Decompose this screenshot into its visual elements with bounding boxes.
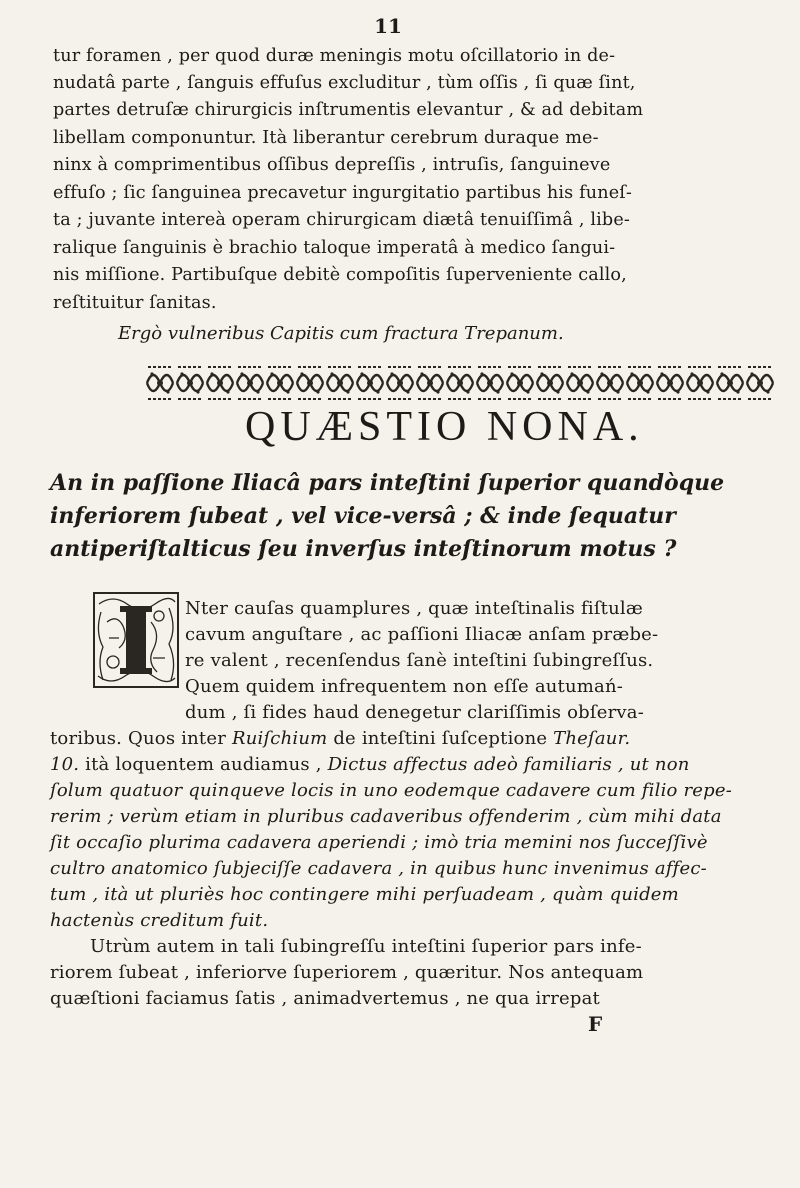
quotation-line: ſit occaſio plurima cadavera aperiendi ; imò tria memini nos ſucceſſivè (50, 832, 708, 853)
text-line: Nter cauſas quamplures , quæ inteſtinalis fiſtulæ (185, 598, 643, 619)
text-line: libellam componuntur. Ità liberantur cerebrum duraque me- (53, 128, 599, 148)
text-line: ninx à comprimentibus oſſibus depreſſis , intruſis, ſanguineve (53, 155, 611, 175)
text-run: ità loquentem audiamus , (79, 754, 328, 775)
text-run: toribus. Quos inter (50, 728, 232, 749)
ornament-band (145, 363, 775, 403)
conclusion-line: Ergò vulneribus Capitis cum fractura Trepanum. (118, 323, 564, 344)
text-line: partes detruſæ chirurgicis inſtrumentis elevantur , & ad debitam (53, 100, 644, 120)
question-text-line: An in paſſione Iliacâ pars inteſtini ſuperior quandòque (50, 470, 725, 496)
text-line: nis miſſione. Partibuſque debitè compoſitis ſuperveniente callo, (53, 265, 627, 285)
quotation-line: ſolum quatuor quinqueve locis in uno eodemque cadavere cum filio repe- (50, 780, 733, 801)
source-reference: Theſaur. (553, 728, 631, 749)
quotation-line: rerim ; verùm etiam in pluribus cadaveribus offenderim , cùm mihi data (50, 806, 722, 827)
text-line: Quem quidem infrequentem non eſſe autumań- (185, 676, 624, 697)
text-run: de inteſtini ſuſceptione (327, 728, 554, 749)
source-reference: 10. (50, 754, 80, 775)
text-line (50, 754, 690, 775)
text-line: ta ; juvante intereà operam chirurgicam diætâ tenuiſſimâ , libe- (53, 210, 630, 230)
text-line (50, 728, 630, 749)
catchword: F (588, 1012, 603, 1036)
text-line: tur foramen , per quod duræ meningis motu oſcillatorio in de- (53, 46, 616, 66)
quotation-run: Dictus affectus adeò familiaris , ut non (327, 754, 690, 775)
quotation-line: cultro anatomico ſubjeciſſe cadavera , in quibus hunc invenimus affec- (50, 858, 707, 879)
text-line: quæſtioni faciamus ſatis , animadvertemus , ne qua irrepat (50, 988, 600, 1009)
quotation-line: tum , ità ut pluriès hoc contingere mihi perſuadeam , quàm quidem (50, 884, 679, 905)
quotation-line: hactenùs creditum fuit. (50, 910, 269, 931)
text-line: nudatâ parte , ſanguis effuſus excluditur , tùm oſſis , ſi quæ ſint, (53, 73, 636, 93)
question-text-line: inferiorem ſubeat , vel vice-versâ ; & inde ſequatur (50, 503, 676, 529)
text-line: effuſo ; ſic ſanguinea precavetur ingurgitatio partibus his funeſ- (53, 183, 633, 203)
author-name: Ruiſchium (231, 728, 328, 749)
text-line: reſtituitur ſanitas. (53, 293, 217, 313)
text-line: riorem ſubeat , inferiorve ſuperiorem , quæritur. Nos antequam (50, 962, 644, 983)
text-line: Utrùm autem in tali ſubingreſſu inteſtini ſuperior pars infe- (90, 936, 642, 957)
page-number: 11 (374, 14, 402, 38)
text-line: dum , ſi fides haud denegetur clariſſimis obſerva- (185, 702, 645, 723)
decorated-initial-icon (93, 592, 179, 688)
text-line: ralique ſanguinis è brachio taloque imperatâ à medico ſangui- (53, 238, 616, 258)
text-line: cavum anguſtare , ac paſſioni Iliacæ anſam præbe- (185, 624, 659, 645)
question-title: QUÆSTIO NONA. (245, 404, 644, 450)
text-line: re valent , recenſendus ſanè inteſtini ſubingreſſus. (185, 650, 654, 671)
question-text-line: antiperiſtalticus ſeu inverſus inteſtinorum motus ? (50, 536, 677, 562)
